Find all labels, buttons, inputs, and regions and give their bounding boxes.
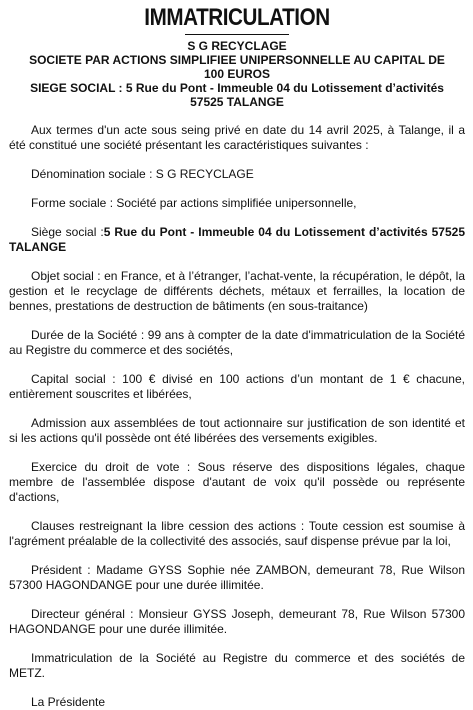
paragraph-clauses: Clauses restreignant la libre cession des actions : Toute cession est soumise à l'agrément préalable de la collectivité des associés, sauf dispense prévue par la loi, <box>9 519 465 548</box>
notice-body <box>9 123 465 710</box>
title-underline <box>185 34 289 35</box>
paragraph-denomination: Dénomination sociale : S G RECYCLAGE <box>31 167 254 181</box>
paragraph-duree: Durée de la Société : 99 ans à compter de la date d'immatriculation de la Société au Registre du commerce et des sociétés, <box>9 328 465 357</box>
paragraph-forme: Forme sociale : Société par actions simplifiée unipersonnelle, <box>31 196 357 210</box>
paragraph-objet: Objet social : en France, et à l’étranger, l’achat-vente, la récupération, le dépôt, la gestion et le recyclage de différents déchets, métaux et ferrailles, la location de bennes, prestations de destruction de bâtiments (en sous-traitance) <box>9 269 465 313</box>
paragraph-president: Président : Madame GYSS Sophie née ZAMBON, demeurant 78, Rue Wilson 57300 HAGONDANGE pour une durée illimitée. <box>9 563 465 592</box>
company-form-line1: SOCIETE PAR ACTIONS SIMPLIFIEE UNIPERSONNELLE AU CAPITAL DE <box>29 53 445 67</box>
siege-value: 5 Rue du Pont - Immeuble 04 du Lotissement d’activités 57525 TALANGE <box>9 225 465 254</box>
company-form-line2: 100 EUROS <box>203 67 271 81</box>
paragraph-siege <box>9 225 465 255</box>
registered-office-line1: SIEGE SOCIAL : 5 Rue du Pont - Immeuble 04 du Lotissement d’activités <box>30 81 444 95</box>
paragraph-admission: Admission aux assemblées de tout actionnaire sur justification de son identité et si les actions qu'il possède ont été libérées des versements exigibles. <box>9 416 465 445</box>
signature: La Présidente <box>31 695 106 709</box>
registered-office-line2: 57525 TALANGE <box>190 95 284 109</box>
paragraph-intro: Aux termes d'un acte sous seing privé en date du 14 avril 2025, à Talange, il a été constitué une société présentant les caractéristiques suivantes : <box>9 123 465 152</box>
paragraph-immatriculation: Immatriculation de la Société au Registre du commerce et des sociétés de METZ. <box>9 651 465 680</box>
paragraph-capital: Capital social : 100 € divisé en 100 actions d’un montant de 1 € chacune, entièrement souscrites et libérées, <box>9 372 465 401</box>
siege-label: Siège social : <box>31 225 104 239</box>
notice-title: IMMATRICULATION <box>144 4 330 31</box>
paragraph-directeur: Directeur général : Monsieur GYSS Joseph, demeurant 78, Rue Wilson 57300 HAGONDANGE pour une durée illimitée. <box>9 607 465 636</box>
paragraph-vote: Exercice du droit de vote : Sous réserve des dispositions légales, chaque membre de l'assemblée dispose d'autant de voix qu'il possède ou représente d'actions, <box>9 460 465 504</box>
company-name: S G RECYCLAGE <box>187 39 287 53</box>
company-header <box>9 39 465 109</box>
